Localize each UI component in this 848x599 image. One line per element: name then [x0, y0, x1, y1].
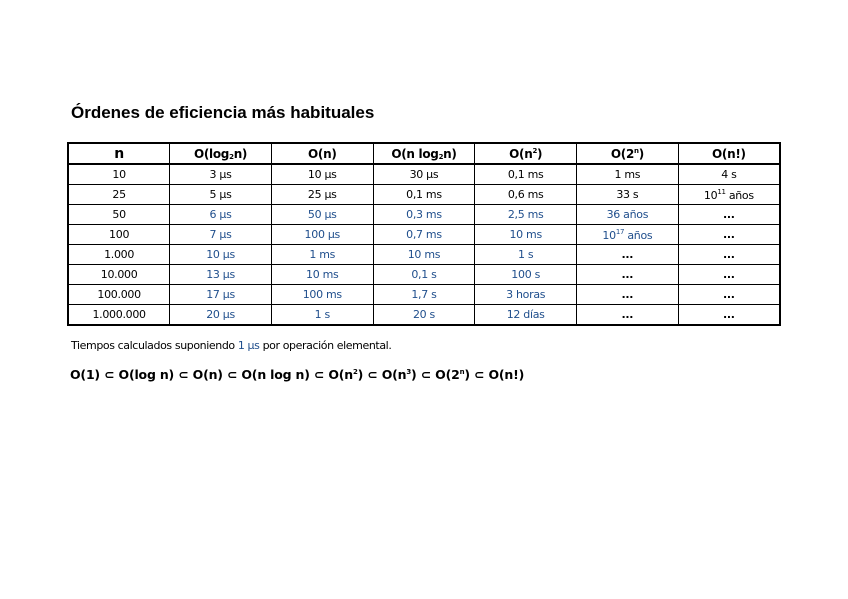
- cell-text: 10: [703, 188, 718, 202]
- cell-text: 1.000: [104, 248, 135, 261]
- cell-text: 1 ms: [309, 248, 336, 261]
- time-cell: [678, 305, 780, 326]
- header-text: n: [114, 145, 124, 162]
- subset-symbol: ⊂: [99, 367, 119, 382]
- time-cell: [577, 285, 679, 305]
- time-cell: [271, 265, 373, 285]
- time-cell: [170, 305, 272, 326]
- cell-text: 10 ms: [509, 228, 542, 241]
- term-tail: ): [464, 367, 470, 382]
- cell-exponent: 17: [615, 227, 625, 236]
- cell-text: 2,5 ms: [507, 208, 544, 221]
- table-row: [68, 164, 780, 185]
- cell-text: 20 s: [412, 308, 435, 321]
- cell-text: 25: [112, 188, 126, 201]
- cell-text-tail: años: [624, 228, 653, 242]
- cell-text: 0,7 ms: [406, 228, 442, 241]
- header-text-tail: n): [443, 146, 457, 161]
- time-cell: [373, 245, 475, 265]
- time-cell: [271, 285, 373, 305]
- time-cell: [577, 225, 679, 245]
- time-cell: [271, 164, 373, 185]
- time-cell: [475, 285, 577, 305]
- complexity-term: O(1): [70, 367, 100, 382]
- cell-text: 4 s: [721, 168, 737, 181]
- row-n-cell: [68, 205, 170, 225]
- cell-text: 10 ms: [306, 268, 339, 281]
- time-cell: [271, 225, 373, 245]
- cell-text: 0,1 s: [411, 268, 437, 281]
- cell-text: 5 µs: [209, 188, 232, 201]
- table-body: [68, 164, 780, 325]
- time-cell: [271, 205, 373, 225]
- subset-symbol: ⊂: [469, 367, 489, 382]
- header-text-tail: n): [233, 146, 248, 161]
- header-text: O(log: [193, 146, 230, 161]
- time-cell: [475, 185, 577, 205]
- time-cell: [577, 245, 679, 265]
- cell-text: 25 µs: [307, 188, 337, 201]
- cell-text: 1 s: [314, 308, 330, 321]
- header-text: O(n!): [712, 146, 746, 161]
- time-cell: [678, 265, 780, 285]
- cell-text: 6 µs: [209, 208, 232, 221]
- cell-text: 10 ms: [407, 248, 441, 261]
- table-row: [68, 245, 780, 265]
- time-cell: [678, 164, 780, 185]
- time-cell: [271, 245, 373, 265]
- cell-text: 10 µs: [206, 248, 235, 261]
- row-n-cell: [68, 245, 170, 265]
- complexity-term: O(n): [192, 367, 223, 382]
- footnote-highlight: 1 µs: [237, 339, 260, 352]
- complexity-term: O(n!): [488, 367, 525, 382]
- subset-symbol: ⊂: [363, 367, 382, 382]
- cell-text: 13 µs: [206, 268, 235, 281]
- cell-text: 1.000.000: [92, 308, 146, 321]
- column-header: [577, 143, 679, 164]
- complexity-term: O(2: [435, 367, 460, 382]
- time-cell: [678, 205, 780, 225]
- table-row: [68, 285, 780, 305]
- cell-text: 1 ms: [614, 168, 641, 181]
- column-header: [373, 143, 475, 164]
- subset-symbol: ⊂: [309, 367, 329, 382]
- time-cell: [170, 205, 272, 225]
- time-cell: [170, 265, 272, 285]
- time-cell: [577, 265, 679, 285]
- time-cell: [373, 225, 475, 245]
- term-exponent: 2: [352, 368, 358, 376]
- cell-text: 100 µs: [304, 228, 340, 241]
- time-cell: [170, 185, 272, 205]
- time-cell: [170, 225, 272, 245]
- subset-symbol: ⊂: [174, 367, 193, 382]
- time-cell: [475, 305, 577, 326]
- column-header: [271, 143, 373, 164]
- time-cell: [678, 285, 780, 305]
- cell-text: 7 µs: [209, 228, 232, 241]
- complexity-term: O(log n): [118, 367, 175, 382]
- time-cell: [373, 285, 475, 305]
- cell-text: 1 s: [518, 248, 534, 261]
- column-header: [678, 143, 780, 164]
- time-cell: [170, 245, 272, 265]
- complexity-hierarchy: [70, 367, 524, 382]
- cell-text: 0,3 ms: [406, 208, 442, 221]
- cell-text: 30 µs: [409, 168, 439, 181]
- term-exponent: 3: [406, 368, 412, 376]
- cell-text: ...: [723, 308, 735, 321]
- efficiency-table: [67, 142, 781, 326]
- time-cell: [271, 305, 373, 326]
- cell-text: 100 ms: [302, 288, 342, 301]
- cell-text: 0,6 ms: [507, 188, 544, 201]
- cell-text: 10 µs: [307, 168, 337, 181]
- header-text: O(n: [509, 146, 533, 161]
- table-row: [68, 185, 780, 205]
- cell-text: 20 µs: [206, 308, 235, 321]
- time-cell: [170, 285, 272, 305]
- time-cell: [170, 164, 272, 185]
- column-header: [475, 143, 577, 164]
- header-text-tail: ): [537, 146, 543, 161]
- time-cell: [475, 265, 577, 285]
- cell-text: 33 s: [616, 188, 639, 201]
- term-tail: ): [357, 367, 364, 382]
- complexity-term: O(n: [328, 367, 353, 382]
- time-cell: [577, 185, 679, 205]
- cell-text: ...: [723, 228, 735, 241]
- time-cell: [271, 185, 373, 205]
- cell-text: ...: [723, 268, 735, 281]
- cell-text: 17 µs: [206, 288, 235, 301]
- column-header: [170, 143, 272, 164]
- time-cell: [475, 225, 577, 245]
- row-n-cell: [68, 285, 170, 305]
- time-cell: [373, 164, 475, 185]
- page-title: Órdenes de eficiencia más habituales: [71, 103, 375, 122]
- cell-text: ...: [723, 288, 735, 301]
- row-n-cell: [68, 225, 170, 245]
- footnote: [71, 339, 391, 352]
- footnote-text-after: por operación elemental.: [259, 339, 392, 352]
- cell-text: 10: [112, 168, 126, 181]
- cell-text: 100.000: [97, 288, 141, 301]
- cell-text-tail: años: [725, 188, 754, 202]
- cell-text: 10.000: [100, 268, 138, 281]
- time-cell: [373, 185, 475, 205]
- cell-text: 100 s: [511, 268, 541, 281]
- row-n-cell: [68, 164, 170, 185]
- cell-text: 3 horas: [506, 288, 546, 301]
- time-cell: [475, 164, 577, 185]
- time-cell: [577, 205, 679, 225]
- cell-text: 0,1 ms: [406, 188, 442, 201]
- term-tail: ): [411, 367, 417, 382]
- cell-text: ...: [621, 308, 634, 321]
- cell-text: 3 µs: [209, 168, 232, 181]
- cell-text: 10: [602, 228, 616, 242]
- header-text-tail: ): [638, 146, 644, 161]
- time-cell: [373, 265, 475, 285]
- time-cell: [373, 305, 475, 326]
- cell-text: ...: [723, 248, 735, 261]
- cell-text: 50 µs: [307, 208, 337, 221]
- column-header: [68, 143, 170, 164]
- time-cell: [678, 245, 780, 265]
- table-row: [68, 205, 780, 225]
- table-header-row: [68, 143, 780, 164]
- time-cell: [475, 245, 577, 265]
- complexity-term: O(n log n): [241, 367, 310, 382]
- cell-text: 36 años: [606, 208, 649, 221]
- row-n-cell: [68, 305, 170, 326]
- time-cell: [373, 205, 475, 225]
- cell-text: 12 días: [506, 308, 545, 321]
- term-exponent: n: [459, 368, 465, 376]
- cell-text: ...: [621, 268, 634, 281]
- footnote-text-before: Tiempos calculados suponiendo: [71, 339, 238, 352]
- cell-text: ...: [621, 248, 634, 261]
- cell-text: 100: [109, 228, 130, 241]
- time-cell: [678, 225, 780, 245]
- complexity-term: O(n: [381, 367, 407, 382]
- header-text: O(n log: [391, 146, 439, 161]
- row-n-cell: [68, 265, 170, 285]
- table-row: [68, 265, 780, 285]
- table-row: [68, 305, 780, 326]
- subset-symbol: ⊂: [416, 367, 436, 382]
- subset-symbol: ⊂: [222, 367, 242, 382]
- time-cell: [577, 305, 679, 326]
- time-cell: [678, 185, 780, 205]
- header-text: O(2: [610, 146, 634, 161]
- cell-text: 1,7 s: [411, 288, 437, 301]
- table-row: [68, 225, 780, 245]
- cell-text: ...: [621, 288, 634, 301]
- cell-exponent: 11: [717, 187, 726, 196]
- header-superscript: n: [634, 146, 639, 155]
- header-subscript: 2: [229, 152, 234, 161]
- header-subscript: 2: [438, 152, 444, 161]
- cell-text: 0,1 ms: [507, 168, 544, 181]
- header-text: O(n): [308, 146, 337, 161]
- cell-text: 50: [112, 208, 126, 221]
- header-superscript: 2: [532, 146, 538, 155]
- time-cell: [475, 205, 577, 225]
- cell-text: ...: [723, 208, 735, 221]
- row-n-cell: [68, 185, 170, 205]
- time-cell: [577, 164, 679, 185]
